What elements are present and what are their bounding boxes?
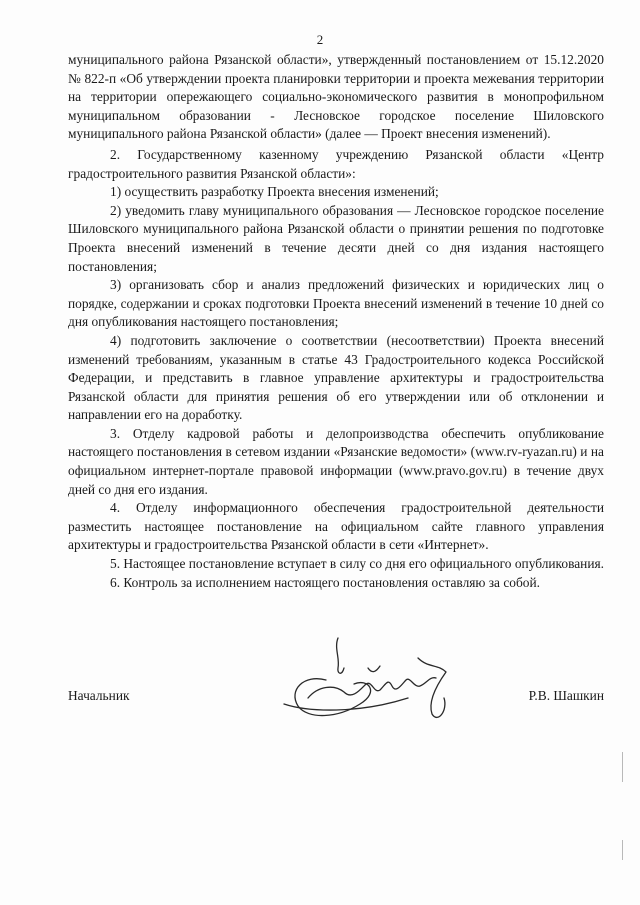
paragraph-item-2: 2. Государственному казенному учреждению Рязанской области «Центр градостроительного развития Рязанской области»: bbox=[68, 146, 604, 181]
paragraph-item-5: 5. Настоящее постановление вступает в силу со дня его официального опубликования. bbox=[110, 556, 604, 572]
scan-edge-mark bbox=[622, 752, 623, 782]
paragraph-item-6: 6. Контроль за исполнением настоящего постановления оставляю за собой. bbox=[110, 574, 541, 590]
signer-name: Р.В. Шашкин bbox=[528, 688, 604, 703]
subitem-4: 4) подготовить заключение о соответствии (несоответствии) Проекта внесений изменений требованиям, указанным в статье 43 Градостроительного кодекса Российской Федерации, и представить в главное управление архитектуры и градостроительства Рязанской области для принятия решения об его утверждении или об отклонении и направлении его на доработку. bbox=[68, 332, 604, 423]
page-number: 2 bbox=[316, 32, 324, 47]
handwritten-signature bbox=[268, 628, 458, 728]
subitem-1: 1) осуществить разработку Проекта внесения изменений; bbox=[110, 184, 439, 200]
document-body bbox=[68, 51, 604, 592]
subitem-2: 2) уведомить главу муниципального образования — Лесновское городское поселение Шиловского муниципального района Рязанской области о принятии решения по подготовке Проекта внесений изменений в течение десяти дней со дня издания настоящего постановления; bbox=[68, 202, 604, 274]
subitem-3: 3) организовать сбор и анализ предложений физических и юридических лиц о порядке, содержании и сроках подготовки Проекта внесений изменений в течение 10 дней со дня опубликования настоящего постановления; bbox=[68, 277, 604, 330]
paragraph-item-3: 3. Отделу кадровой работы и делопроизводства обеспечить опубликование настоящего постановления в сетевом издании «Рязанские ведомости» (www.rv-ryazan.ru) и на официальном интернет-портале правовой информации (www.pravo.gov.ru) в течение двух дней со дня его издания. bbox=[68, 425, 604, 497]
paragraph-item-4: 4. Отделу информационного обеспечения градостроительной деятельности разместить настоящее постановление на официальном сайте главного управления архитектуры и градостроительства Рязанской области в сети «Интернет». bbox=[68, 500, 604, 553]
signature-block bbox=[68, 688, 604, 710]
signer-position: Начальник bbox=[68, 688, 130, 703]
scan-edge-mark bbox=[622, 840, 623, 860]
paragraph-continuation: муниципального района Рязанской области», утвержденный постановлением от 15.12.2020 № 822-п «Об утверждении проекта планировки территории и проекта межевания территории на территории опережающего социально-экономического развития в монопрофильном муниципальном образовании - Лесновское городское поселение Шиловского муниципального района Рязанской области» (далее — Проект внесения изменений). bbox=[68, 52, 604, 142]
